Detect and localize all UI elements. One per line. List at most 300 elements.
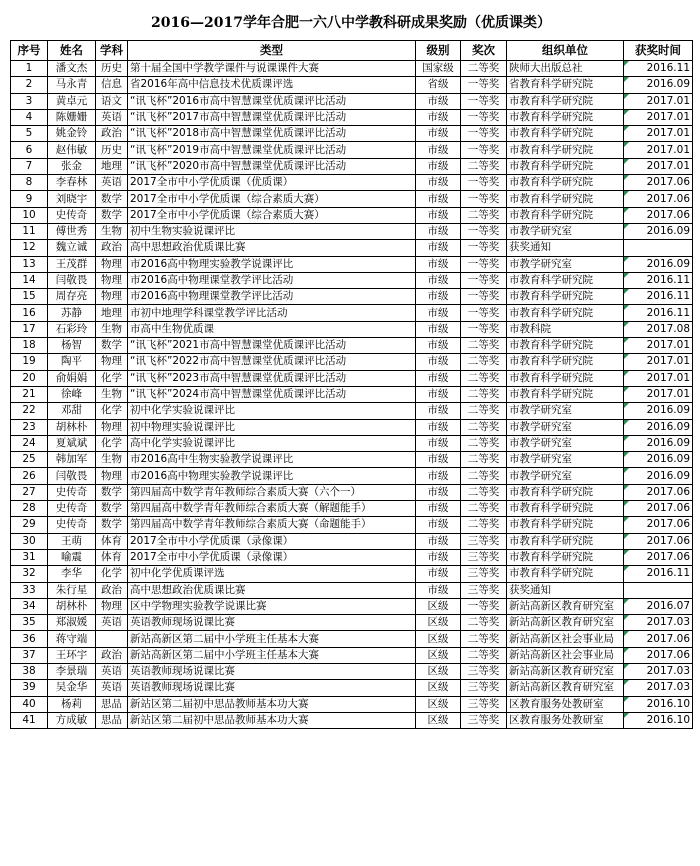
- table-row: [11, 77, 693, 93]
- cell-name: 王环宇: [48, 647, 96, 663]
- cell-level: 市级: [416, 109, 461, 125]
- cell-date: 2017.06: [624, 549, 693, 565]
- cell-level: 市级: [416, 403, 461, 419]
- cell-organizer: 新站高新区社会事业局: [507, 647, 624, 663]
- cell-award: 三等奖: [461, 663, 507, 679]
- cell-name: 杨智: [48, 338, 96, 354]
- cell-index: 19: [11, 354, 48, 370]
- cell-subject: 数学: [96, 191, 128, 207]
- cell-type: 英语教师现场说课比赛: [128, 615, 416, 631]
- cell-name: 石彩玲: [48, 321, 96, 337]
- cell-award: 二等奖: [461, 354, 507, 370]
- header-subject: 学科: [96, 41, 128, 61]
- cell-index: 17: [11, 321, 48, 337]
- cell-date: 2017.01: [624, 93, 693, 109]
- cell-award: 二等奖: [461, 435, 507, 451]
- cell-index: 25: [11, 452, 48, 468]
- cell-type: 市2016高中物理课堂教学评比活动: [128, 272, 416, 288]
- cell-subject: 生物: [96, 452, 128, 468]
- table-row: [11, 126, 693, 142]
- cell-type: 英语教师现场说课比赛: [128, 680, 416, 696]
- cell-date: 2017.06: [624, 647, 693, 663]
- cell-name: 傅世秀: [48, 223, 96, 239]
- cell-index: 35: [11, 615, 48, 631]
- cell-index: 37: [11, 647, 48, 663]
- table-header-row: [11, 41, 693, 61]
- cell-index: 2: [11, 77, 48, 93]
- cell-type: 新站高新区第二届中小学班主任基本大赛: [128, 631, 416, 647]
- cell-index: 5: [11, 126, 48, 142]
- cell-name: 李华: [48, 566, 96, 582]
- cell-award: 二等奖: [461, 501, 507, 517]
- cell-index: 7: [11, 158, 48, 174]
- cell-subject: 物理: [96, 256, 128, 272]
- cell-index: 33: [11, 582, 48, 598]
- table-row: [11, 419, 693, 435]
- cell-level: 省级: [416, 77, 461, 93]
- cell-index: 10: [11, 207, 48, 223]
- cell-name: 喻震: [48, 549, 96, 565]
- cell-subject: 化学: [96, 403, 128, 419]
- cell-level: 区级: [416, 663, 461, 679]
- cell-type: 新站高新区第二届中小学班主任基本大赛: [128, 647, 416, 663]
- cell-type: 第四届高中数学青年教师综合素质大赛（命题能手）: [128, 517, 416, 533]
- cell-level: 区级: [416, 712, 461, 728]
- cell-award: 一等奖: [461, 142, 507, 158]
- cell-index: 41: [11, 712, 48, 728]
- table-row: [11, 696, 693, 712]
- cell-type: 市2016高中生物实验教学说课评比: [128, 452, 416, 468]
- cell-award: 二等奖: [461, 484, 507, 500]
- table-row: [11, 175, 693, 191]
- cell-level: 区级: [416, 598, 461, 614]
- cell-subject: 政治: [96, 647, 128, 663]
- table-row: [11, 647, 693, 663]
- cell-organizer: 新站高新区教育研究室: [507, 680, 624, 696]
- cell-index: 4: [11, 109, 48, 125]
- cell-name: 方成敏: [48, 712, 96, 728]
- cell-type: 2017全市中小学优质课（综合素质大赛）: [128, 207, 416, 223]
- cell-award: 二等奖: [461, 468, 507, 484]
- cell-subject: 英语: [96, 615, 128, 631]
- cell-name: 邓甜: [48, 403, 96, 419]
- cell-type: 市2016高中物理课堂教学评比活动: [128, 289, 416, 305]
- cell-type: “讯飞杯”2018市高中智慧课堂优质课评比活动: [128, 126, 416, 142]
- cell-organizer: 市教学研究室: [507, 403, 624, 419]
- cell-date: 2016.09: [624, 256, 693, 272]
- cell-level: 市级: [416, 370, 461, 386]
- cell-name: 李景瑞: [48, 663, 96, 679]
- cell-award: 二等奖: [461, 158, 507, 174]
- cell-subject: 政治: [96, 240, 128, 256]
- cell-subject: 物理: [96, 289, 128, 305]
- cell-index: 22: [11, 403, 48, 419]
- cell-subject: 数学: [96, 517, 128, 533]
- table-row: [11, 501, 693, 517]
- cell-organizer: 市教学研究室: [507, 419, 624, 435]
- cell-organizer: 市教育科学研究院: [507, 338, 624, 354]
- table-row: [11, 452, 693, 468]
- cell-date: 2017.01: [624, 109, 693, 125]
- cell-subject: 化学: [96, 370, 128, 386]
- cell-level: 市级: [416, 158, 461, 174]
- cell-award: 一等奖: [461, 175, 507, 191]
- cell-award: 二等奖: [461, 338, 507, 354]
- cell-subject: 英语: [96, 663, 128, 679]
- table-row: [11, 305, 693, 321]
- cell-type: 省2016年高中信息技术优质课评选: [128, 77, 416, 93]
- cell-index: 27: [11, 484, 48, 500]
- cell-type: 第十届全国中学教学课件与说课课件大赛: [128, 61, 416, 77]
- cell-index: 21: [11, 386, 48, 402]
- cell-level: 市级: [416, 533, 461, 549]
- cell-level: 区级: [416, 680, 461, 696]
- cell-organizer: 市教学研究室: [507, 223, 624, 239]
- cell-organizer: 区教育服务处教研室: [507, 712, 624, 728]
- cell-award: 二等奖: [461, 61, 507, 77]
- cell-type: “讯飞杯”2020市高中智慧课堂优质课评比活动: [128, 158, 416, 174]
- cell-level: 市级: [416, 207, 461, 223]
- cell-level: 市级: [416, 501, 461, 517]
- cell-subject: 英语: [96, 175, 128, 191]
- cell-type: “讯飞杯”2016市高中智慧课堂优质课评比活动: [128, 93, 416, 109]
- cell-name: 韩加军: [48, 452, 96, 468]
- cell-award: 一等奖: [461, 109, 507, 125]
- cell-date: 2017.01: [624, 354, 693, 370]
- cell-index: 14: [11, 272, 48, 288]
- cell-type: 市2016高中物理实验教学说课评比: [128, 256, 416, 272]
- table-row: [11, 663, 693, 679]
- cell-award: 二等奖: [461, 403, 507, 419]
- cell-name: 闫敬畏: [48, 272, 96, 288]
- header-name: 姓名: [48, 41, 96, 61]
- cell-index: 30: [11, 533, 48, 549]
- cell-name: 朱行星: [48, 582, 96, 598]
- table-row: [11, 61, 693, 77]
- cell-date: 2017.06: [624, 207, 693, 223]
- table-row: [11, 680, 693, 696]
- cell-index: 1: [11, 61, 48, 77]
- cell-award: 一等奖: [461, 289, 507, 305]
- cell-subject: 物理: [96, 272, 128, 288]
- cell-name: 徐峰: [48, 386, 96, 402]
- cell-name: 姚金铃: [48, 126, 96, 142]
- cell-index: 18: [11, 338, 48, 354]
- cell-organizer: 市教育科学研究院: [507, 517, 624, 533]
- cell-name: 蒋守端: [48, 631, 96, 647]
- cell-date: 2017.06: [624, 191, 693, 207]
- cell-type: 第四届高中数学青年教师综合素质大赛（解题能手）: [128, 501, 416, 517]
- cell-name: 黄卓元: [48, 93, 96, 109]
- cell-name: 闫敬畏: [48, 468, 96, 484]
- cell-level: 市级: [416, 93, 461, 109]
- awards-table: [10, 40, 693, 729]
- cell-organizer: 市教学研究室: [507, 452, 624, 468]
- cell-date: 2017.08: [624, 321, 693, 337]
- cell-type: 英语教师现场说课比赛: [128, 663, 416, 679]
- cell-index: 8: [11, 175, 48, 191]
- cell-date: 2017.06: [624, 517, 693, 533]
- cell-date: 2016.09: [624, 452, 693, 468]
- cell-organizer: 市教学研究室: [507, 435, 624, 451]
- cell-date: 2017.03: [624, 615, 693, 631]
- cell-organizer: 市教育科学研究院: [507, 158, 624, 174]
- table-row: [11, 289, 693, 305]
- cell-organizer: 市教育科学研究院: [507, 191, 624, 207]
- cell-organizer: 新站高新区教育研究室: [507, 598, 624, 614]
- cell-type: “讯飞杯”2017市高中智慧课堂优质课评比活动: [128, 109, 416, 125]
- cell-award: 三等奖: [461, 680, 507, 696]
- cell-subject: 生物: [96, 386, 128, 402]
- cell-award: 一等奖: [461, 223, 507, 239]
- cell-name: 夏斌斌: [48, 435, 96, 451]
- cell-award: 一等奖: [461, 93, 507, 109]
- cell-organizer: 市教育科学研究院: [507, 501, 624, 517]
- cell-level: 市级: [416, 175, 461, 191]
- table-row: [11, 207, 693, 223]
- cell-subject: 数学: [96, 484, 128, 500]
- cell-date: 2016.09: [624, 77, 693, 93]
- cell-name: 魏立诚: [48, 240, 96, 256]
- cell-level: 市级: [416, 126, 461, 142]
- cell-level: 区级: [416, 696, 461, 712]
- cell-type: 2017全市中小学优质课（录像课）: [128, 533, 416, 549]
- cell-index: 13: [11, 256, 48, 272]
- table-row: [11, 712, 693, 728]
- cell-subject: 物理: [96, 598, 128, 614]
- cell-organizer: 区教育服务处教研室: [507, 696, 624, 712]
- cell-name: 李春林: [48, 175, 96, 191]
- cell-type: 初中化学优质课评选: [128, 566, 416, 582]
- cell-type: 高中思想政治优质课比赛: [128, 582, 416, 598]
- cell-date: 2016.11: [624, 61, 693, 77]
- document-title: 2016—2017学年合肥一六八中学教科研成果奖励（优质课类）: [151, 15, 551, 31]
- table-row: [11, 598, 693, 614]
- table-row: [11, 370, 693, 386]
- cell-date: 2016.09: [624, 468, 693, 484]
- cell-award: 一等奖: [461, 321, 507, 337]
- cell-organizer: 市教育科学研究院: [507, 289, 624, 305]
- cell-date: 2017.06: [624, 501, 693, 517]
- table-row: [11, 321, 693, 337]
- cell-subject: 信息: [96, 77, 128, 93]
- table-row: [11, 272, 693, 288]
- cell-level: 区级: [416, 615, 461, 631]
- table-row: [11, 256, 693, 272]
- cell-type: 初中物理实验说课评比: [128, 419, 416, 435]
- cell-organizer: 市教育科学研究院: [507, 142, 624, 158]
- cell-level: 市级: [416, 484, 461, 500]
- cell-organizer: 新站高新区教育研究室: [507, 663, 624, 679]
- cell-award: 三等奖: [461, 533, 507, 549]
- cell-date: 2016.09: [624, 419, 693, 435]
- cell-level: 国家级: [416, 61, 461, 77]
- cell-organizer: 新站高新区社会事业局: [507, 631, 624, 647]
- cell-type: 初中生物实验说课评比: [128, 223, 416, 239]
- cell-index: 34: [11, 598, 48, 614]
- cell-award: 二等奖: [461, 386, 507, 402]
- table-row: [11, 484, 693, 500]
- cell-level: 市级: [416, 517, 461, 533]
- cell-type: 2017全市中小学优质课（录像课）: [128, 549, 416, 565]
- cell-type: 第四届高中数学青年教师综合素质大赛（六个一）: [128, 484, 416, 500]
- cell-index: 6: [11, 142, 48, 158]
- cell-type: “讯飞杯”2023市高中智慧课堂优质课评比活动: [128, 370, 416, 386]
- cell-organizer: 市教科院: [507, 321, 624, 337]
- cell-index: 38: [11, 663, 48, 679]
- header-date: 获奖时间: [624, 41, 693, 61]
- cell-award: 一等奖: [461, 256, 507, 272]
- cell-name: 俞娟娟: [48, 370, 96, 386]
- cell-award: 二等奖: [461, 517, 507, 533]
- cell-organizer: 市教学研究室: [507, 256, 624, 272]
- cell-type: “讯飞杯”2019市高中智慧课堂优质课评比活动: [128, 142, 416, 158]
- cell-level: 市级: [416, 321, 461, 337]
- table-row: [11, 338, 693, 354]
- cell-type: 市初中地理学科课堂教学评比活动: [128, 305, 416, 321]
- cell-level: 区级: [416, 631, 461, 647]
- cell-organizer: 市教育科学研究院: [507, 305, 624, 321]
- cell-level: 市级: [416, 338, 461, 354]
- cell-level: 市级: [416, 289, 461, 305]
- cell-name: 陶平: [48, 354, 96, 370]
- cell-award: 一等奖: [461, 305, 507, 321]
- cell-name: 陈姗姗: [48, 109, 96, 125]
- cell-date: 2016.11: [624, 289, 693, 305]
- cell-award: 二等奖: [461, 631, 507, 647]
- cell-date: 2017.01: [624, 370, 693, 386]
- cell-name: 胡林朴: [48, 598, 96, 614]
- cell-subject: 物理: [96, 468, 128, 484]
- cell-organizer: 获奖通知: [507, 582, 624, 598]
- cell-index: 20: [11, 370, 48, 386]
- cell-award: 三等奖: [461, 549, 507, 565]
- cell-subject: 语文: [96, 93, 128, 109]
- table-row: [11, 533, 693, 549]
- table-row: [11, 615, 693, 631]
- table-row: [11, 240, 693, 256]
- cell-index: 12: [11, 240, 48, 256]
- header-organizer: 组织单位: [507, 41, 624, 61]
- cell-index: 36: [11, 631, 48, 647]
- cell-index: 39: [11, 680, 48, 696]
- cell-name: 刘晓宇: [48, 191, 96, 207]
- cell-name: 马永青: [48, 77, 96, 93]
- cell-organizer: 市教育科学研究院: [507, 484, 624, 500]
- cell-name: 吴金华: [48, 680, 96, 696]
- cell-subject: 政治: [96, 582, 128, 598]
- cell-organizer: 市教育科学研究院: [507, 126, 624, 142]
- cell-organizer: 市教育科学研究院: [507, 566, 624, 582]
- cell-subject: 思品: [96, 696, 128, 712]
- table-row: [11, 517, 693, 533]
- cell-index: 23: [11, 419, 48, 435]
- cell-subject: 数学: [96, 207, 128, 223]
- cell-award: 一等奖: [461, 598, 507, 614]
- cell-organizer: 市教育科学研究院: [507, 549, 624, 565]
- cell-name: 郑淑媛: [48, 615, 96, 631]
- cell-name: 胡林朴: [48, 419, 96, 435]
- cell-subject: 思品: [96, 712, 128, 728]
- cell-type: “讯飞杯”2024市高中智慧课堂优质课评比活动: [128, 386, 416, 402]
- cell-index: 11: [11, 223, 48, 239]
- cell-date: 2016.11: [624, 305, 693, 321]
- cell-date: 2016.10: [624, 696, 693, 712]
- cell-award: 一等奖: [461, 77, 507, 93]
- cell-level: 市级: [416, 142, 461, 158]
- cell-level: 市级: [416, 452, 461, 468]
- table-row: [11, 158, 693, 174]
- cell-index: 16: [11, 305, 48, 321]
- cell-type: 区中学物理实验教学说课比赛: [128, 598, 416, 614]
- table-row: [11, 403, 693, 419]
- cell-date: [624, 582, 693, 598]
- table-row: [11, 142, 693, 158]
- cell-subject: 体育: [96, 549, 128, 565]
- cell-date: 2016.09: [624, 403, 693, 419]
- cell-subject: 数学: [96, 338, 128, 354]
- cell-date: 2017.06: [624, 631, 693, 647]
- cell-level: 市级: [416, 272, 461, 288]
- table-row: [11, 631, 693, 647]
- cell-award: 一等奖: [461, 240, 507, 256]
- cell-name: 史传奇: [48, 207, 96, 223]
- cell-name: 杨莉: [48, 696, 96, 712]
- cell-date: 2016.09: [624, 223, 693, 239]
- cell-index: 3: [11, 93, 48, 109]
- header-award: 奖次: [461, 41, 507, 61]
- cell-level: 市级: [416, 256, 461, 272]
- cell-subject: 生物: [96, 223, 128, 239]
- cell-subject: 历史: [96, 142, 128, 158]
- table-row: [11, 223, 693, 239]
- header-level: 级别: [416, 41, 461, 61]
- cell-award: 一等奖: [461, 126, 507, 142]
- cell-award: 三等奖: [461, 712, 507, 728]
- cell-name: 王萌: [48, 533, 96, 549]
- cell-date: 2017.01: [624, 386, 693, 402]
- cell-level: 市级: [416, 240, 461, 256]
- table-row: [11, 549, 693, 565]
- cell-level: 市级: [416, 386, 461, 402]
- cell-index: 26: [11, 468, 48, 484]
- cell-award: 一等奖: [461, 272, 507, 288]
- cell-date: 2016.11: [624, 272, 693, 288]
- cell-level: 市级: [416, 468, 461, 484]
- cell-organizer: 市教育科学研究院: [507, 272, 624, 288]
- cell-subject: 地理: [96, 158, 128, 174]
- cell-subject: 地理: [96, 305, 128, 321]
- cell-index: 15: [11, 289, 48, 305]
- cell-type: 2017全市中小学优质课（综合素质大赛）: [128, 191, 416, 207]
- cell-subject: 化学: [96, 435, 128, 451]
- cell-index: 40: [11, 696, 48, 712]
- cell-award: 三等奖: [461, 582, 507, 598]
- cell-subject: 英语: [96, 680, 128, 696]
- cell-date: 2016.11: [624, 566, 693, 582]
- cell-date: 2017.01: [624, 338, 693, 354]
- cell-organizer: 市教育科学研究院: [507, 386, 624, 402]
- cell-organizer: 市教育科学研究院: [507, 533, 624, 549]
- cell-type: 高中化学实验说课评比: [128, 435, 416, 451]
- cell-award: 一等奖: [461, 191, 507, 207]
- table-row: [11, 354, 693, 370]
- cell-date: 2017.01: [624, 158, 693, 174]
- cell-date: 2016.10: [624, 712, 693, 728]
- table-row: [11, 93, 693, 109]
- header-index: 序号: [11, 41, 48, 61]
- cell-award: 二等奖: [461, 452, 507, 468]
